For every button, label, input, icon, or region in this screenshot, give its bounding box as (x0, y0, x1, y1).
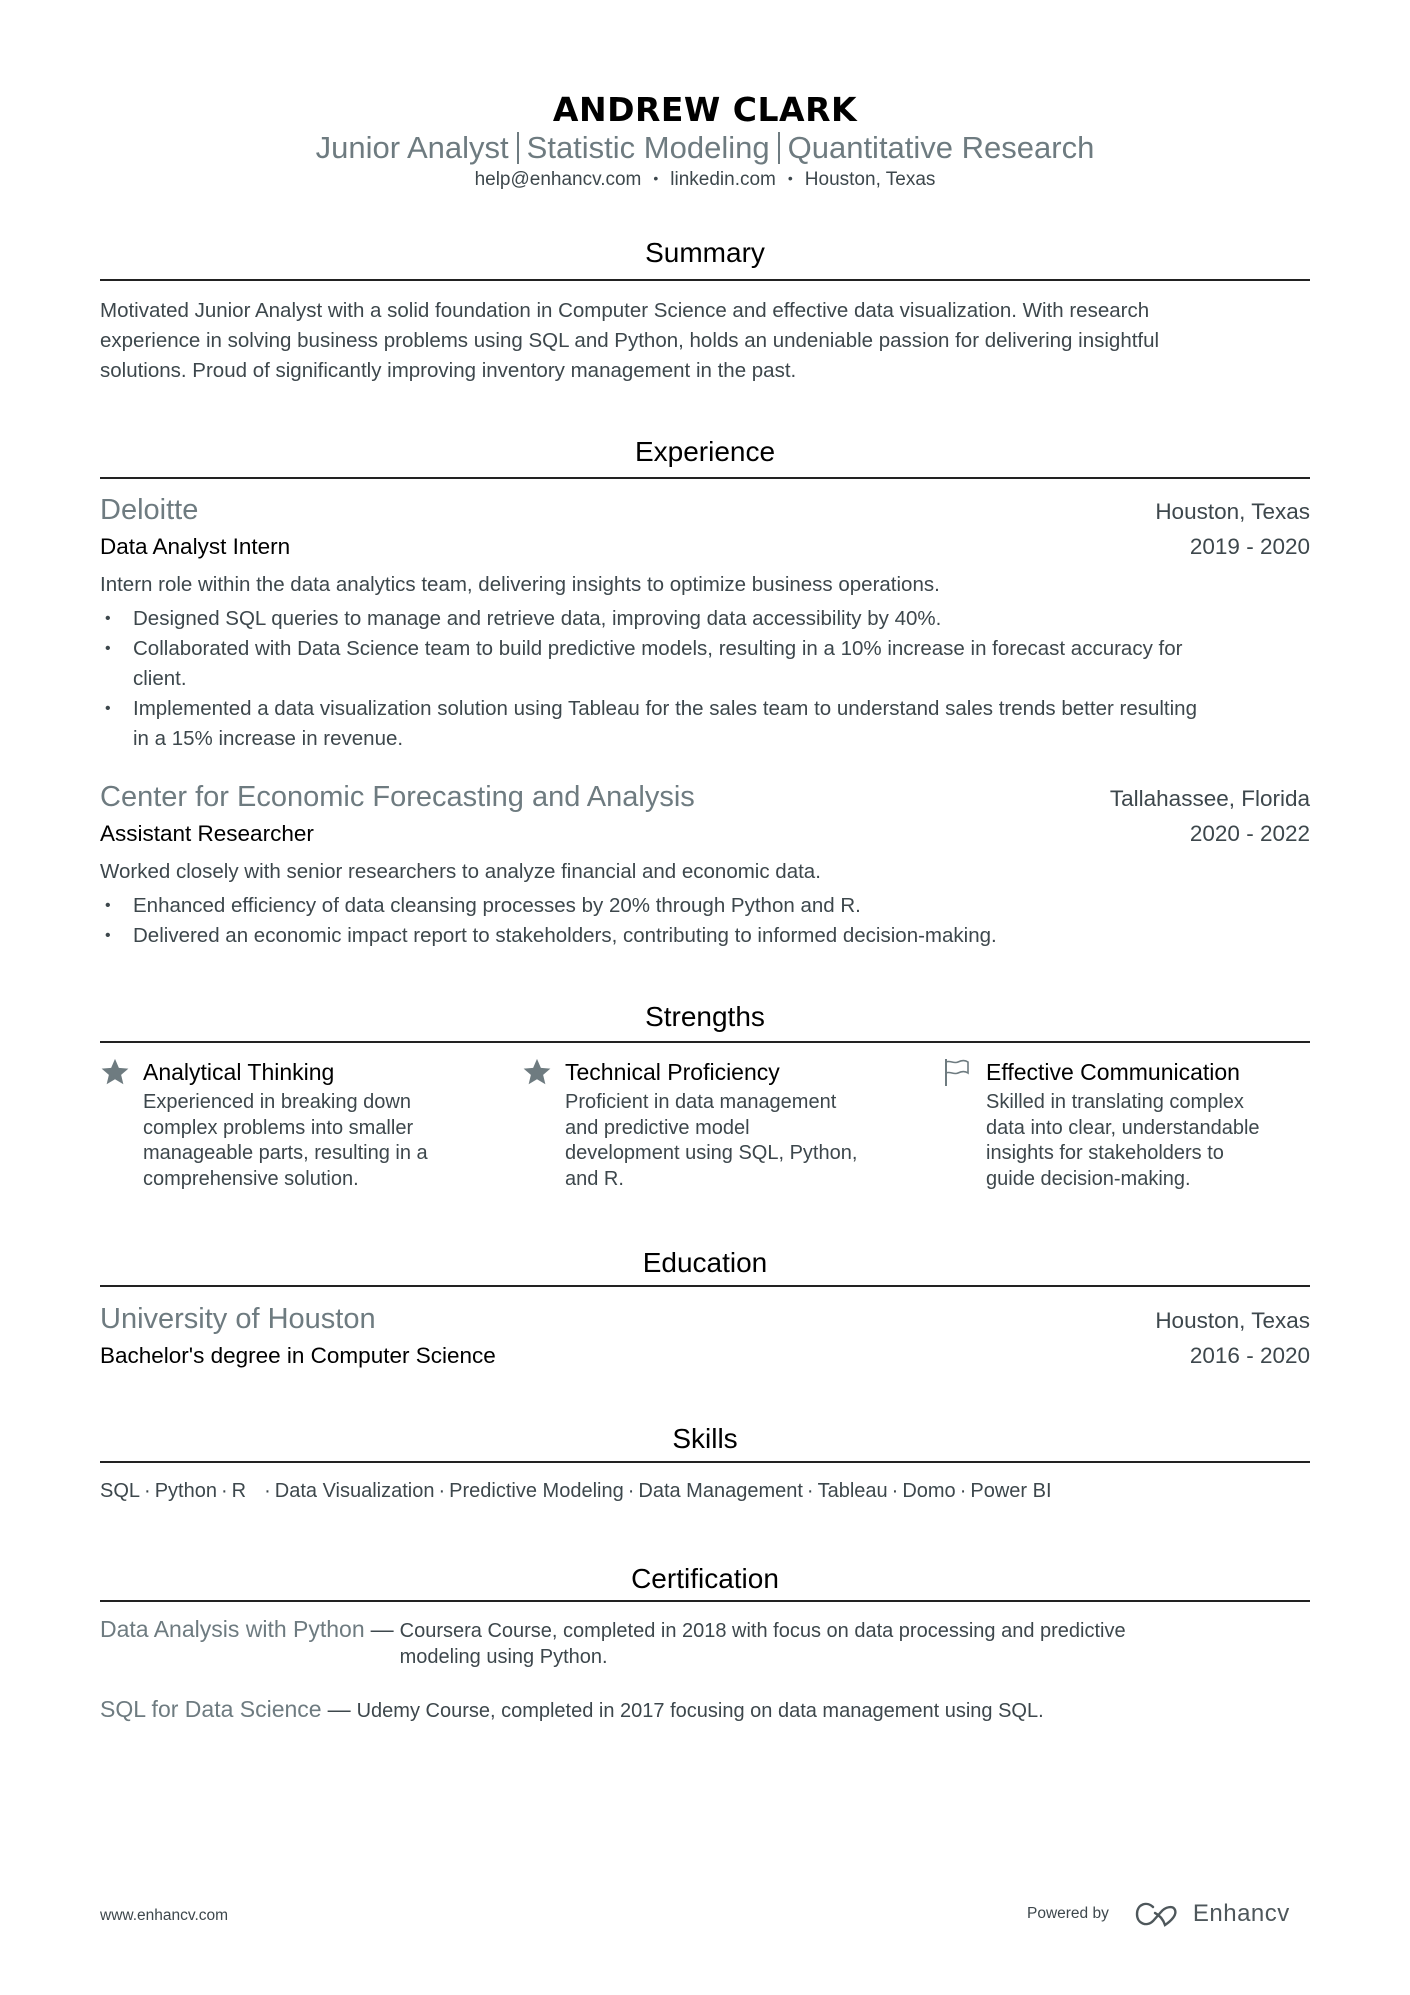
job-bullets (100, 891, 1310, 951)
section-divider (100, 1041, 1310, 1043)
enhancv-logo-icon (1135, 1901, 1183, 1927)
title-1: Junior Analyst (315, 130, 509, 165)
powered-by-label: Powered by (1027, 1905, 1109, 1922)
strength-description: Skilled in translating complex data into clear, understandable insights for stakeholders to guide decision-making. (986, 1091, 1260, 1190)
bullet-icon: • (105, 927, 111, 944)
company-name: Center for Economic Forecasting and Analysis (100, 781, 695, 813)
job-role-row (100, 819, 1310, 849)
job-header-row (100, 780, 1310, 814)
footer-branding[interactable] (1027, 1900, 1290, 1928)
skill-tag: Data Visualization (274, 1480, 435, 1502)
em-dash: — (370, 1616, 394, 1642)
job-title: Data Analyst Intern (100, 534, 291, 559)
skill-tag: Data Management (638, 1480, 803, 1502)
job-description: Intern role within the data analytics team, delivering insights to optimize business operations. (100, 573, 940, 596)
skill-tag: SQL (100, 1480, 141, 1502)
certification-item (100, 1694, 1310, 1724)
section-heading-strengths: Strengths (645, 1001, 765, 1032)
strength-title: Analytical Thinking (143, 1059, 335, 1085)
section-divider (100, 477, 1310, 479)
summary-line: solutions. Proud of significantly improving inventory management in the past. (100, 359, 797, 382)
section-divider (100, 1285, 1310, 1287)
job-location: Houston, Texas (1155, 499, 1310, 524)
job-dates: 2019 - 2020 (1189, 534, 1310, 559)
section-heading-summary: Summary (645, 237, 765, 268)
candidate-titles (100, 131, 1310, 165)
bullet-icon: • (105, 610, 111, 627)
section-heading-experience: Experience (634, 436, 776, 467)
section-divider (100, 279, 1310, 281)
skills-list: SQL · Python · R · Data Visualization · Predictive Modeling · Data Management · Tableau · Domo · Power BI (100, 1480, 1052, 1502)
bullet-separator: • (653, 170, 659, 186)
summary-text (100, 296, 1310, 386)
section-heading-skills: Skills (672, 1423, 738, 1454)
contact-location: Houston, Texas (804, 169, 936, 190)
star-icon (100, 1057, 130, 1087)
list-item: • Implemented a data visualization solution using Tableau for the sales team to understand sales trends better resulting in a 15% increase in revenue. (100, 694, 1310, 754)
certification-name: Data Analysis with Python (100, 1616, 365, 1642)
strength-title: Technical Proficiency (565, 1059, 780, 1085)
section-divider (100, 1600, 1310, 1602)
company-name: Deloitte (100, 494, 199, 526)
brand-name: Enhancv (1192, 1900, 1290, 1927)
strength-description: Proficient in data management and predictive model development using SQL, Python, and R. (565, 1091, 858, 1190)
title-divider (778, 132, 780, 164)
skill-tag: Tableau (817, 1480, 888, 1502)
skill-tag: Power BI (970, 1480, 1052, 1502)
education-degree-row (100, 1341, 1310, 1371)
star-icon (522, 1057, 552, 1087)
contact-email[interactable]: help@enhancv.com (474, 169, 642, 190)
job-location: Tallahassee, Florida (1109, 786, 1310, 811)
list-item: • Collaborated with Data Science team to build predictive models, resulting in a 10% increase in forecast accuracy for client. (100, 634, 1310, 694)
bullet-icon: • (105, 700, 111, 717)
section-heading-education: Education (642, 1247, 768, 1278)
bullet-icon: • (105, 640, 111, 657)
footer-website-link[interactable]: www.enhancv.com (100, 1907, 229, 1924)
school-location: Houston, Texas (1155, 1308, 1310, 1333)
list-item: • Enhanced efficiency of data cleansing processes by 20% through Python and R. (100, 891, 1310, 921)
strength-title: Effective Communication (986, 1059, 1240, 1085)
skill-tag: Predictive Modeling (449, 1480, 624, 1502)
candidate-name: ANDREW CLARK (552, 90, 858, 129)
job-description: Worked closely with senior researchers to analyze financial and economic data. (100, 860, 821, 883)
flag-icon (943, 1057, 973, 1087)
skill-tag: Python (154, 1480, 217, 1502)
bullet-icon: • (105, 897, 111, 914)
title-3: Quantitative Research (787, 130, 1095, 165)
job-header-row (100, 493, 1310, 527)
school-name: University of Houston (100, 1303, 376, 1335)
certification-description: Udemy Course, completed in 2017 focusing on data management using SQL. (356, 1700, 1044, 1722)
section-heading-certification: Certification (631, 1563, 779, 1594)
summary-line: experience in solving business problems using SQL and Python, holds an undeniable passion for delivering insightful (100, 329, 1160, 352)
list-item: • Designed SQL queries to manage and retrieve data, improving data accessibility by 40%. (100, 604, 1310, 634)
list-item: • Delivered an economic impact report to stakeholders, contributing to informed decision-making. (100, 921, 1310, 951)
job-bullets (100, 604, 1310, 754)
degree: Bachelor's degree in Computer Science (100, 1343, 496, 1368)
title-2: Statistic Modeling (526, 130, 770, 165)
title-divider (517, 132, 519, 164)
summary-line: Motivated Junior Analyst with a solid foundation in Computer Science and effective data visualization. With research (100, 299, 1150, 322)
certification-item (100, 1614, 1310, 1670)
contact-linkedin[interactable]: linkedin.com (670, 169, 776, 190)
job-role-row (100, 532, 1310, 562)
em-dash: — (327, 1696, 351, 1722)
bullet-separator: • (787, 170, 793, 186)
job-title: Assistant Researcher (100, 821, 314, 846)
section-divider (100, 1461, 1310, 1463)
certification-name: SQL for Data Science (100, 1696, 322, 1722)
job-dates: 2020 - 2022 (1189, 821, 1310, 846)
contact-line (100, 167, 1310, 191)
education-dates: 2016 - 2020 (1189, 1343, 1310, 1368)
education-header-row (100, 1302, 1310, 1336)
certification-description: Coursera Course, completed in 2018 with focus on data processing and predictive modeling using Python. (399, 1620, 1126, 1668)
skill-tag: R (231, 1480, 247, 1502)
strength-description: Experienced in breaking down complex problems into smaller manageable parts, resulting in a comprehensive solution. (143, 1091, 428, 1190)
skill-tag: Domo (902, 1480, 956, 1502)
